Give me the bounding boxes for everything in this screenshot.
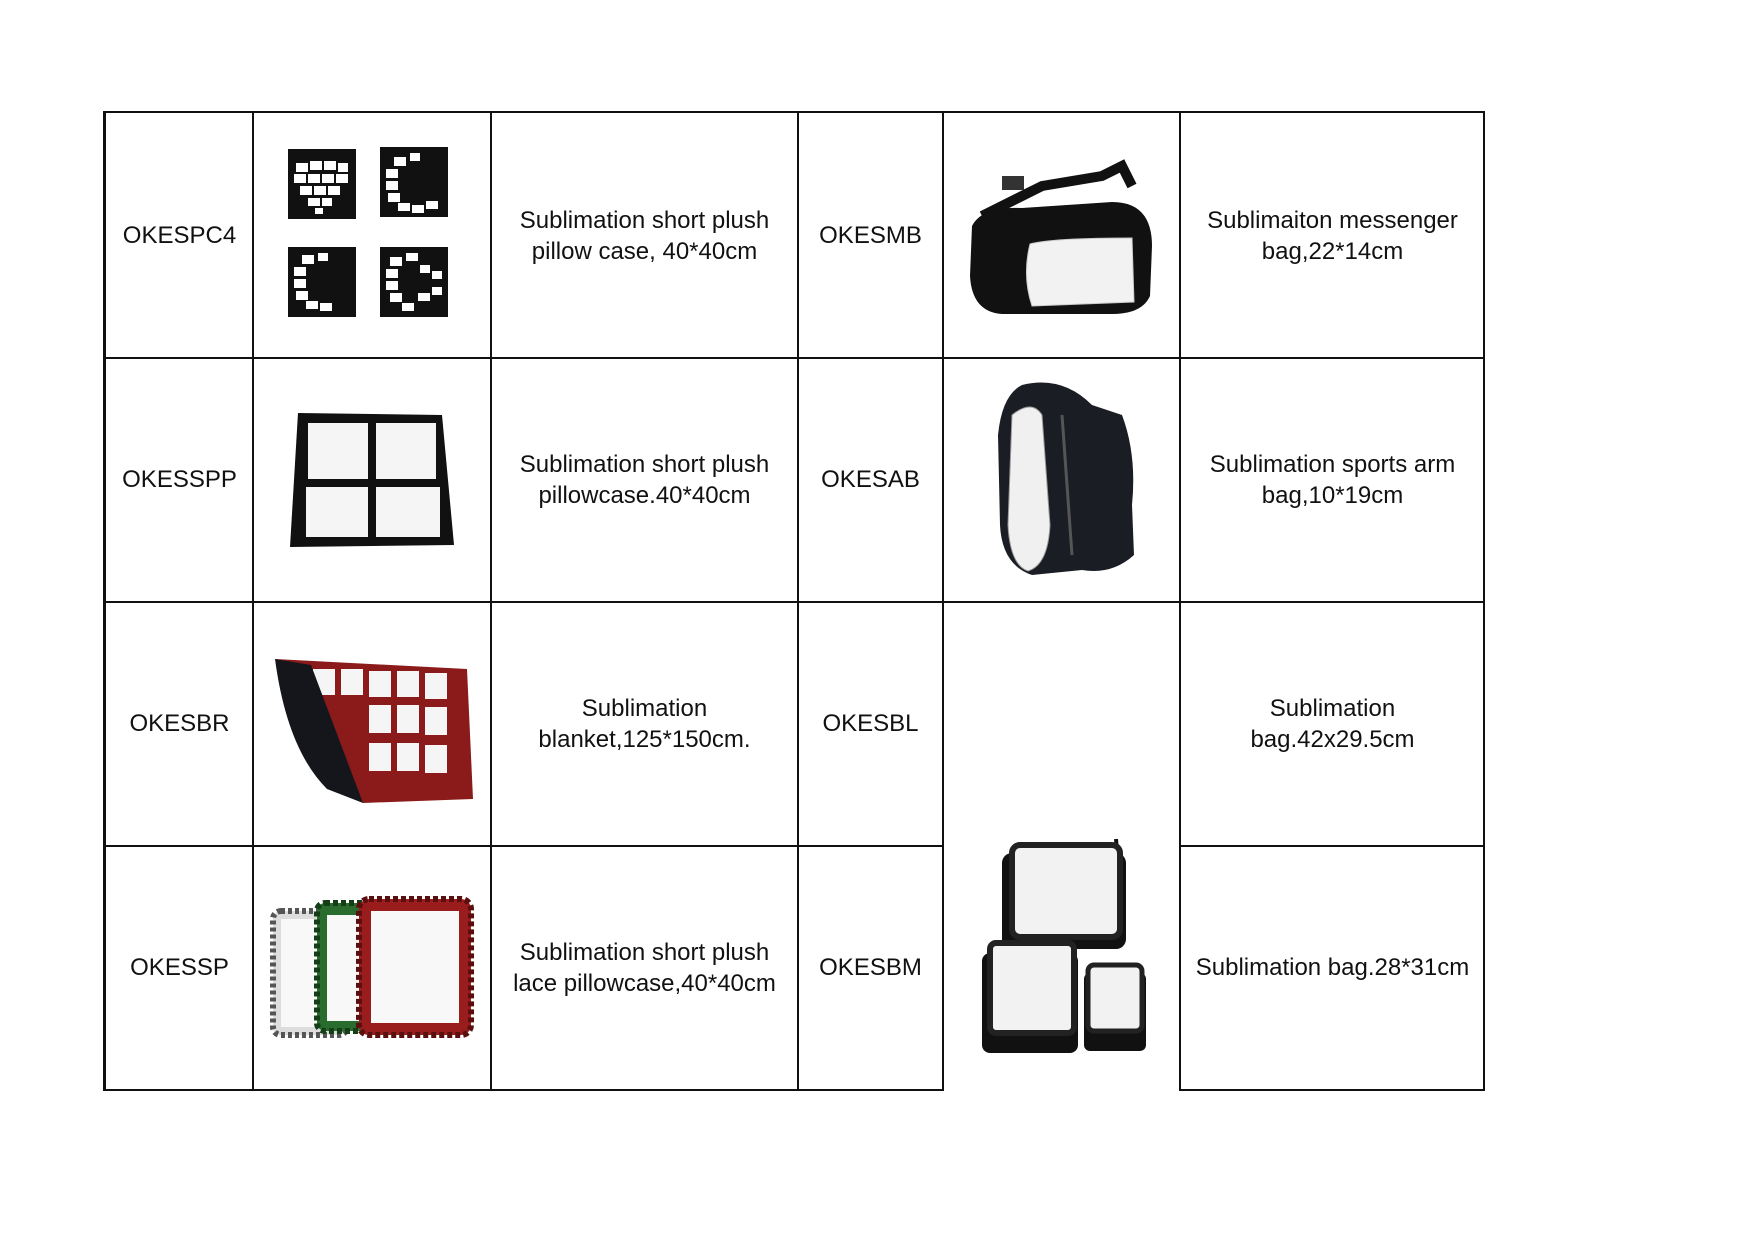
table-border-bottom	[1179, 1089, 1485, 1091]
product-code: OKESBR	[129, 710, 230, 737]
table-border-bottom	[103, 1089, 943, 1091]
description-line: blanket,125*150cm.	[538, 725, 751, 753]
product-description	[1180, 114, 1485, 357]
product-image-pillow-cases	[253, 114, 491, 357]
product-description	[491, 358, 798, 601]
description-line: Sublimation sports arm	[1209, 450, 1456, 478]
description-line: lace pillowcase,40*40cm	[513, 969, 776, 997]
table-row-divider	[1179, 845, 1485, 847]
description-line: Sublimation short plush	[519, 938, 770, 966]
product-table	[103, 111, 1485, 1091]
description-line: Sublimation	[581, 694, 708, 722]
product-image-lace-pillowcases	[253, 846, 491, 1089]
product-description	[491, 846, 798, 1089]
description-line: bag,22*14cm	[1261, 237, 1404, 265]
description-line: Sublimaiton messenger	[1207, 206, 1458, 234]
description-line: Sublimation short plush	[519, 450, 770, 478]
description-line: Sublimation short plush	[519, 206, 770, 234]
table-border-top	[103, 111, 1485, 113]
description-line: pillow case, 40*40cm	[531, 237, 758, 265]
product-image-plaid-blanket	[253, 602, 491, 845]
table-row-divider	[103, 845, 943, 847]
product-image-panel-pillowcase	[253, 358, 491, 601]
table-row-divider	[103, 601, 1485, 603]
product-description: Sublimation bag.28*31cm	[1195, 954, 1470, 981]
product-description	[491, 602, 798, 845]
description-line: pillowcase.40*40cm	[538, 481, 751, 509]
product-image-waist-bag	[943, 114, 1180, 357]
product-code: OKESMB	[819, 222, 922, 249]
product-code: OKESBL	[822, 710, 919, 737]
product-code: OKESAB	[821, 466, 920, 493]
description-line: bag.42x29.5cm	[1250, 725, 1415, 753]
description-line: Sublimation	[1269, 694, 1396, 722]
product-image-arm-bag	[943, 358, 1180, 601]
product-code: OKESSPP	[122, 466, 237, 493]
product-description	[1180, 602, 1485, 845]
product-code: OKESBM	[819, 954, 922, 981]
product-code: OKESSP	[130, 954, 229, 981]
description-line: bag,10*19cm	[1261, 481, 1404, 509]
product-code: OKESPC4	[122, 222, 237, 249]
product-description	[491, 114, 798, 357]
product-description	[1180, 358, 1485, 601]
table-row-divider	[103, 357, 1485, 359]
product-image-messenger-bags	[943, 602, 1180, 1091]
